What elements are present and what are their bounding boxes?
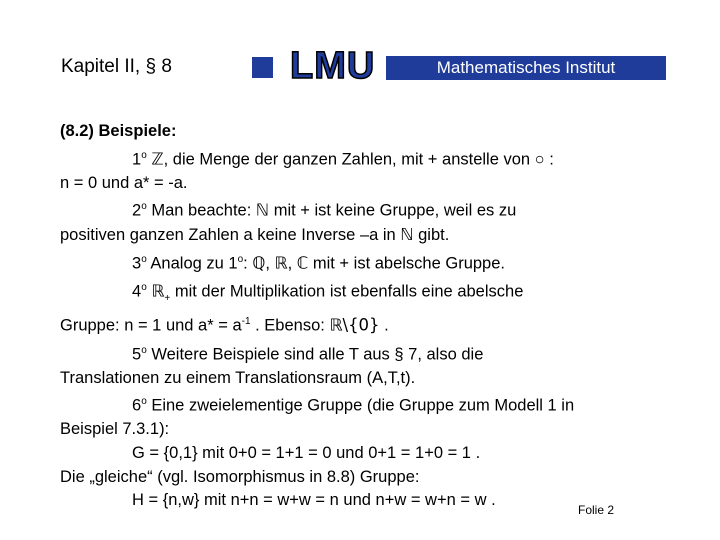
institute-banner [386,56,666,80]
slide-content [60,120,680,513]
example-2-line-1: 2$^o$ Man beachte: ℕ mit + ist keine Gruppe, weil es zu [132,200,517,220]
lmu-logo: LMU [290,45,376,87]
logo-square [252,57,273,78]
slide-number: Folie 2 [578,503,615,517]
example-1-line-1: 1$^o$ ℤ, die Menge der ganzen Zahlen, mit + anstelle von ○ : [132,149,554,169]
example-6-line-1: 6$^o$ Eine zweielementige Gruppe (die Gruppe zum Modell 1 in [132,396,575,415]
example-1-line-2: n = 0 und a* = -a. [60,173,188,192]
example-5-line-1: 5$^o$ Weitere Beispiele sind alle T aus § 7, also die [132,344,484,364]
example-6-group-g: G = {0,1} mit 0+0 = 1+1 = 0 und 0+1 = 1+0 = 1 . [132,443,481,462]
example-4-line-2: Gruppe: n = 1 und $a* = a^{-1}$ . Ebenso: ℝ\{0} . [60,315,389,335]
example-5-line-2: Translationen zu einem Translationsraum (A,T,t). [60,368,416,387]
institute-name: Mathematisches Institut [436,58,616,77]
isomorphic-group-h: H = {n,w} mit n+n = w+w = n und n+w = w+n = w . [132,491,496,510]
example-6-line-2: Beispiel 7.3.1): [60,420,170,439]
isomorphic-group-intro: Die „gleiche“ (vgl. Isomorphismus in 8.8) Gruppe: [60,467,420,486]
example-4-line-1: 4$^o$ ℝ$_+$ mit der Multiplikation ist ebenfalls eine abelsche [132,281,524,304]
chapter-title: Kapitel II, § 8 [61,56,172,77]
example-3-line: 3$^o$ Analog zu 1$^o$: ℚ, ℝ, ℂ mit + ist abelsche Gruppe. [132,253,505,273]
section-heading: (8.2) Beispiele: [60,122,177,140]
example-2-line-2: positiven ganzen Zahlen a keine Inverse –a in ℕ gibt. [60,225,450,245]
